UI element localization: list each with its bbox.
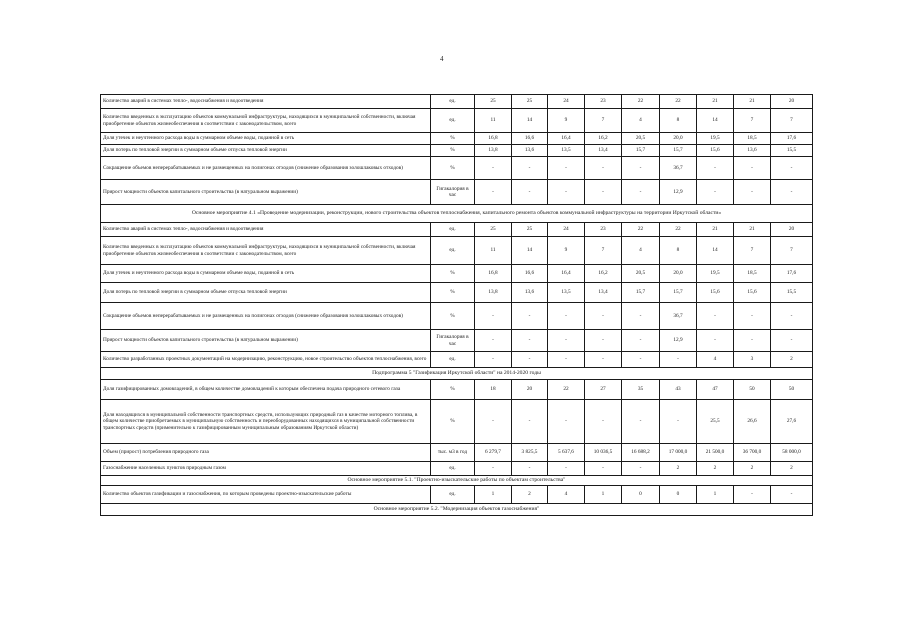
- value-cell: 16,6: [512, 265, 548, 283]
- value-cell: -: [512, 352, 548, 368]
- value-cell: 10 036,5: [585, 444, 622, 462]
- value-cell: 5 637,6: [548, 444, 585, 462]
- value-cell: 16,4: [548, 265, 585, 283]
- value-cell: -: [734, 157, 771, 180]
- value-cell: -: [585, 352, 622, 368]
- value-cell: 15,7: [622, 145, 660, 157]
- value-cell: -: [734, 486, 771, 504]
- unit-cell: %: [431, 380, 475, 400]
- value-cell: -: [548, 303, 585, 330]
- value-cell: 13,8: [475, 283, 512, 303]
- value-cell: 3 825,5: [512, 444, 548, 462]
- indicator-name: Доля утечек и неучтенного расхода воды в суммарном объеме воды, поданной в сеть: [101, 133, 431, 145]
- value-cell: 9: [548, 237, 585, 265]
- value-cell: 21: [697, 223, 734, 237]
- value-cell: -: [548, 462, 585, 476]
- value-cell: -: [622, 303, 660, 330]
- value-cell: 18,5: [734, 265, 771, 283]
- table-row: [101, 265, 813, 283]
- value-cell: 23: [585, 223, 622, 237]
- value-cell: -: [512, 400, 548, 444]
- indicator-name: Количество разработанных проектных документаций на модернизацию, реконструкцию, новое строительство объектов теплоснабжения, всего: [101, 352, 431, 368]
- value-cell: -: [585, 400, 622, 444]
- value-cell: 22: [548, 380, 585, 400]
- value-cell: 16,8: [475, 265, 512, 283]
- value-cell: 16,4: [548, 133, 585, 145]
- section-heading-row: [101, 476, 813, 486]
- value-cell: 13,6: [734, 145, 771, 157]
- value-cell: 2: [734, 462, 771, 476]
- indicator-name: Доля утечек и неучтенного расхода воды в суммарном объеме воды, поданной в сеть: [101, 265, 431, 283]
- value-cell: -: [475, 180, 512, 205]
- section-heading-row: [101, 504, 813, 516]
- value-cell: 16,6: [512, 133, 548, 145]
- value-cell: -: [734, 303, 771, 330]
- value-cell: 19,5: [697, 133, 734, 145]
- page-number: 4: [440, 55, 444, 63]
- unit-cell: %: [431, 265, 475, 283]
- table-row: [101, 303, 813, 330]
- value-cell: 1: [697, 486, 734, 504]
- value-cell: -: [622, 352, 660, 368]
- unit-cell: %: [431, 145, 475, 157]
- section-heading-row: [101, 205, 813, 223]
- value-cell: 24: [548, 95, 585, 109]
- value-cell: -: [475, 352, 512, 368]
- table-body: [101, 95, 813, 516]
- value-cell: 17,6: [771, 133, 813, 145]
- value-cell: 23: [585, 95, 622, 109]
- value-cell: -: [697, 157, 734, 180]
- value-cell: 20: [512, 380, 548, 400]
- value-cell: 13,6: [512, 145, 548, 157]
- value-cell: -: [548, 400, 585, 444]
- table-row: [101, 180, 813, 205]
- value-cell: -: [734, 330, 771, 352]
- unit-cell: Гигакалория в час: [431, 330, 475, 352]
- table-row: [101, 157, 813, 180]
- value-cell: -: [622, 330, 660, 352]
- value-cell: 1: [585, 486, 622, 504]
- value-cell: 7: [585, 237, 622, 265]
- value-cell: 20: [771, 223, 813, 237]
- unit-cell: %: [431, 303, 475, 330]
- value-cell: 8: [660, 237, 697, 265]
- value-cell: 4: [622, 109, 660, 133]
- value-cell: 18,5: [734, 133, 771, 145]
- value-cell: 35: [622, 380, 660, 400]
- value-cell: 7: [771, 237, 813, 265]
- indicator-name: Сокращение объемов неперерабатываемых и не размещенных на полигонах отходов (снижение образования золошлаковых отходов): [101, 303, 431, 330]
- value-cell: 20,5: [622, 265, 660, 283]
- table-row: [101, 444, 813, 462]
- value-cell: -: [548, 157, 585, 180]
- table-row: [101, 400, 813, 444]
- table-row: [101, 462, 813, 476]
- value-cell: 15,7: [622, 283, 660, 303]
- value-cell: 21 500,0: [697, 444, 734, 462]
- value-cell: 19,5: [697, 265, 734, 283]
- unit-cell: Гигакалория в час: [431, 180, 475, 205]
- value-cell: -: [622, 180, 660, 205]
- indicator-name: Сокращение объемов неперерабатываемых и не размещенных на полигонах отходов (снижение образования золошлаковых отходов): [101, 157, 431, 180]
- value-cell: -: [512, 462, 548, 476]
- value-cell: 17 000,0: [660, 444, 697, 462]
- unit-cell: %: [431, 133, 475, 145]
- value-cell: -: [697, 330, 734, 352]
- value-cell: -: [475, 462, 512, 476]
- value-cell: 14: [512, 237, 548, 265]
- value-cell: 20,0: [660, 133, 697, 145]
- value-cell: 13,4: [585, 145, 622, 157]
- value-cell: 14: [697, 237, 734, 265]
- value-cell: 25: [512, 95, 548, 109]
- value-cell: 18: [475, 380, 512, 400]
- value-cell: 4: [548, 486, 585, 504]
- value-cell: 58 000,0: [771, 444, 813, 462]
- unit-cell: %: [431, 400, 475, 444]
- value-cell: -: [548, 180, 585, 205]
- value-cell: 12,9: [660, 330, 697, 352]
- value-cell: 2: [771, 462, 813, 476]
- indicator-name: Количество аварий в системах тепло-, водоснабжения и водоотведения: [101, 223, 431, 237]
- section-heading: Основное мероприятие 4.1 «Проведение модернизации, реконструкции, нового строительства объектов теплоснабжения, капитального ремонта объектов коммунальной инфраструктуры на территории Иркутской области»: [101, 205, 813, 223]
- value-cell: 15,6: [697, 145, 734, 157]
- value-cell: -: [585, 157, 622, 180]
- value-cell: -: [771, 486, 813, 504]
- value-cell: -: [622, 157, 660, 180]
- value-cell: 36,7: [660, 303, 697, 330]
- indicator-name: Количество введенных в эксплуатацию объектов коммунальной инфраструктуры, находящихся в муниципальной собственности, включая приобретение объектов жизнеобеспечения в соответствии с законодательством, всего: [101, 109, 431, 133]
- section-heading-row: [101, 368, 813, 380]
- value-cell: 16,2: [585, 133, 622, 145]
- table-row: [101, 380, 813, 400]
- value-cell: -: [512, 303, 548, 330]
- value-cell: 20: [771, 95, 813, 109]
- value-cell: 27,6: [771, 400, 813, 444]
- value-cell: -: [771, 303, 813, 330]
- value-cell: 4: [622, 237, 660, 265]
- unit-cell: ед.: [431, 223, 475, 237]
- value-cell: 7: [734, 109, 771, 133]
- table-row: [101, 352, 813, 368]
- unit-cell: ед.: [431, 486, 475, 504]
- indicator-name: Количество объектов газификации и газоснабжения, по которым проведены проектно-изыскательские работы: [101, 486, 431, 504]
- value-cell: -: [475, 400, 512, 444]
- value-cell: 20,0: [660, 265, 697, 283]
- value-cell: 11: [475, 237, 512, 265]
- section-heading: Основное мероприятие 5.2. "Модернизация объектов газоснабжения": [101, 504, 813, 516]
- value-cell: 13,6: [512, 283, 548, 303]
- value-cell: 7: [734, 237, 771, 265]
- unit-cell: ед.: [431, 237, 475, 265]
- value-cell: 6 279,7: [475, 444, 512, 462]
- value-cell: 13,5: [548, 145, 585, 157]
- value-cell: 13,4: [585, 283, 622, 303]
- value-cell: 15,7: [660, 145, 697, 157]
- value-cell: -: [475, 330, 512, 352]
- value-cell: 15,5: [771, 145, 813, 157]
- value-cell: 21: [697, 95, 734, 109]
- table-row: [101, 95, 813, 109]
- value-cell: 0: [660, 486, 697, 504]
- value-cell: -: [734, 180, 771, 205]
- indicator-name: Прирост мощности объектов капитального строительства (в натуральном выражении): [101, 330, 431, 352]
- value-cell: 24: [548, 223, 585, 237]
- value-cell: 25,5: [697, 400, 734, 444]
- indicator-name: Доля находящихся в муниципальной собственности транспортных средств, использующих природный газ в качестве моторного топлива, в общем количестве приобретаемых в муниципальную собственность и переоборудованных находящихся в муниципальной собственности транспортных средств (применительно к газифицированным муниципальным образованиям Иркутской области): [101, 400, 431, 444]
- value-cell: -: [585, 462, 622, 476]
- section-heading: Подпрограмма 5 "Газификация Иркутской области" на 2014-2020 годы: [101, 368, 813, 380]
- indicator-name: Количество введенных в эксплуатацию объектов коммунальной инфраструктуры, находящихся в муниципальной собственности, включая приобретение объектов жизнеобеспечения в соответствии с законодательством, всего: [101, 237, 431, 265]
- value-cell: 15,6: [734, 283, 771, 303]
- value-cell: -: [771, 330, 813, 352]
- value-cell: 14: [697, 109, 734, 133]
- value-cell: -: [697, 180, 734, 205]
- value-cell: 16,2: [585, 265, 622, 283]
- value-cell: -: [622, 400, 660, 444]
- value-cell: 4: [697, 352, 734, 368]
- indicator-name: Доля потерь по тепловой энергии в суммарном объеме отпуска тепловой энергии: [101, 145, 431, 157]
- value-cell: 25: [475, 95, 512, 109]
- unit-cell: ед.: [431, 109, 475, 133]
- value-cell: 21: [734, 95, 771, 109]
- value-cell: 3: [734, 352, 771, 368]
- value-cell: 0: [622, 486, 660, 504]
- unit-cell: ед.: [431, 352, 475, 368]
- unit-cell: ед.: [431, 462, 475, 476]
- value-cell: 36 700,0: [734, 444, 771, 462]
- indicators-table: [100, 94, 813, 516]
- value-cell: 22: [622, 223, 660, 237]
- value-cell: 47: [697, 380, 734, 400]
- value-cell: -: [548, 330, 585, 352]
- unit-cell: %: [431, 283, 475, 303]
- value-cell: 2: [771, 352, 813, 368]
- value-cell: 15,7: [660, 283, 697, 303]
- value-cell: 43: [660, 380, 697, 400]
- value-cell: -: [660, 352, 697, 368]
- unit-cell: %: [431, 157, 475, 180]
- value-cell: 25: [512, 223, 548, 237]
- section-heading: Основное мероприятие 5.1. "Проектно-изыскательские работы по объектам строительства": [101, 476, 813, 486]
- value-cell: 20,5: [622, 133, 660, 145]
- indicator-name: Прирост мощности объектов капитального строительства (в натуральном выражении): [101, 180, 431, 205]
- value-cell: -: [660, 400, 697, 444]
- value-cell: 13,5: [548, 283, 585, 303]
- indicator-name: Доля потерь по тепловой энергии в суммарном объеме отпуска тепловой энергии: [101, 283, 431, 303]
- value-cell: 50: [771, 380, 813, 400]
- value-cell: 16 688,2: [622, 444, 660, 462]
- value-cell: 27: [585, 380, 622, 400]
- value-cell: -: [697, 303, 734, 330]
- table-row: [101, 330, 813, 352]
- value-cell: -: [512, 157, 548, 180]
- value-cell: -: [475, 157, 512, 180]
- value-cell: 16,8: [475, 133, 512, 145]
- unit-cell: тыс. м3 в год: [431, 444, 475, 462]
- value-cell: 21: [734, 223, 771, 237]
- value-cell: 2: [697, 462, 734, 476]
- value-cell: 22: [660, 95, 697, 109]
- table-row: [101, 109, 813, 133]
- value-cell: -: [585, 303, 622, 330]
- indicator-name: Доля газифицированных домовладений, в общем количестве домовладений к которым обеспечена подача природного сетевого газа: [101, 380, 431, 400]
- value-cell: -: [771, 157, 813, 180]
- value-cell: 36,7: [660, 157, 697, 180]
- value-cell: 15,5: [771, 283, 813, 303]
- value-cell: 22: [622, 95, 660, 109]
- value-cell: 8: [660, 109, 697, 133]
- value-cell: 11: [475, 109, 512, 133]
- value-cell: 15,6: [697, 283, 734, 303]
- value-cell: -: [548, 352, 585, 368]
- value-cell: 7: [771, 109, 813, 133]
- value-cell: 50: [734, 380, 771, 400]
- table-row: [101, 237, 813, 265]
- value-cell: 25: [475, 223, 512, 237]
- value-cell: -: [512, 180, 548, 205]
- value-cell: 9: [548, 109, 585, 133]
- value-cell: -: [585, 180, 622, 205]
- table-row: [101, 486, 813, 504]
- value-cell: 13,8: [475, 145, 512, 157]
- value-cell: -: [585, 330, 622, 352]
- indicator-name: Объем (прирост) потребления природного газа: [101, 444, 431, 462]
- value-cell: -: [771, 180, 813, 205]
- value-cell: -: [475, 303, 512, 330]
- value-cell: 22: [660, 223, 697, 237]
- value-cell: 12,9: [660, 180, 697, 205]
- value-cell: 17,6: [771, 265, 813, 283]
- value-cell: 26,6: [734, 400, 771, 444]
- indicator-name: Количество аварий в системах тепло-, водоснабжения и водоотведения: [101, 95, 431, 109]
- table-row: [101, 223, 813, 237]
- table-row: [101, 283, 813, 303]
- table-row: [101, 145, 813, 157]
- value-cell: 14: [512, 109, 548, 133]
- value-cell: 2: [512, 486, 548, 504]
- value-cell: 1: [475, 486, 512, 504]
- value-cell: 7: [585, 109, 622, 133]
- value-cell: -: [512, 330, 548, 352]
- value-cell: -: [622, 462, 660, 476]
- unit-cell: ед.: [431, 95, 475, 109]
- value-cell: 2: [660, 462, 697, 476]
- indicator-name: Газоснабжение населенных пунктов природным газом: [101, 462, 431, 476]
- table-row: [101, 133, 813, 145]
